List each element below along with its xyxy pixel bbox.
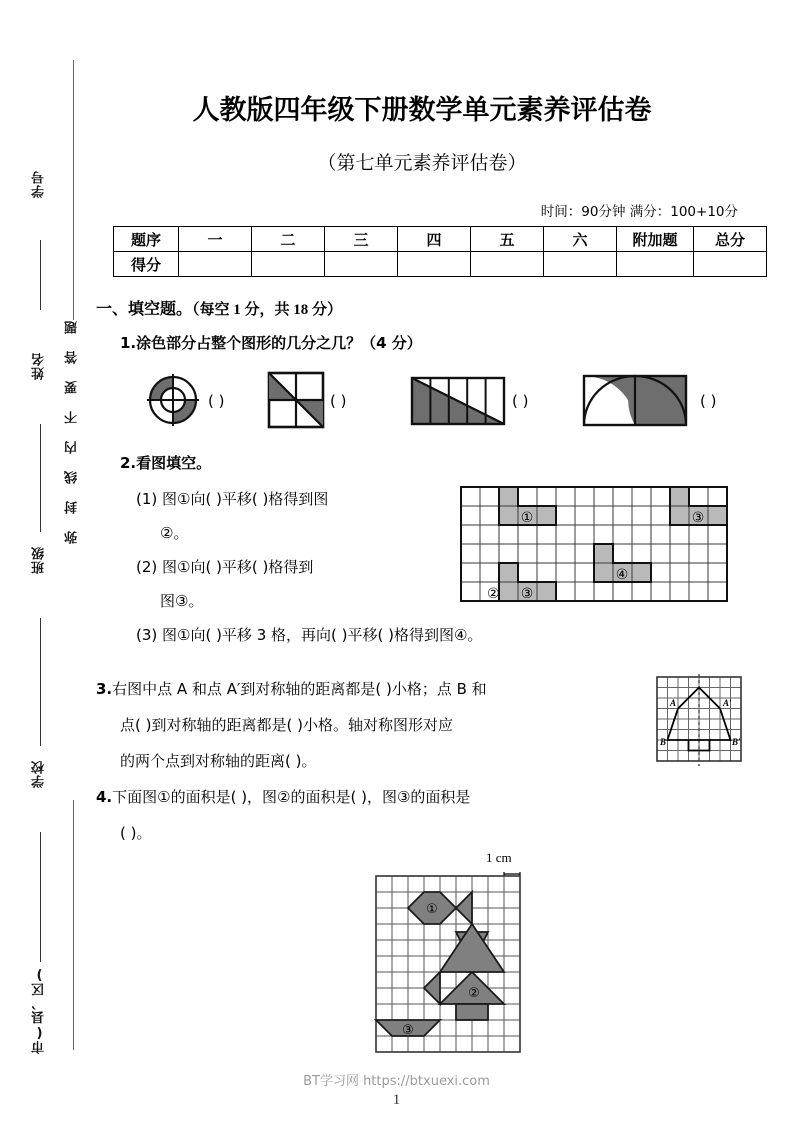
score-cell[interactable] bbox=[471, 252, 544, 277]
page-title: 人教版四年级下册数学单元素养评估卷 bbox=[192, 95, 652, 126]
question-4-line-2[interactable]: ( )。 bbox=[120, 824, 152, 842]
question-2-item-3[interactable]: (3) 图①向( )平移 3 格，再向( )平移( )格得到图④。 bbox=[136, 626, 483, 644]
seal-divider bbox=[40, 240, 41, 310]
section-heading-label: 一、填空题。 bbox=[96, 299, 193, 318]
svg-text:①: ① bbox=[520, 510, 534, 526]
score-row-label: 题序 bbox=[114, 227, 179, 252]
svg-text:A: A bbox=[669, 698, 676, 708]
svg-text:B: B bbox=[659, 737, 666, 747]
exam-meta: 时间：90分钟 满分：100+10分 bbox=[540, 204, 738, 220]
q4-scale-label: 1 cm bbox=[486, 850, 512, 865]
q1-figure-rect-semicircle bbox=[582, 374, 690, 428]
score-cell[interactable] bbox=[544, 252, 617, 277]
seal-divider bbox=[40, 618, 41, 746]
svg-text:③: ③ bbox=[520, 586, 534, 602]
score-col-5: 五 bbox=[471, 227, 544, 252]
seal-field-student-id: 学号 bbox=[32, 170, 47, 198]
seal-inner-text: 弥 封 线 内 不 要 答 题 bbox=[65, 320, 80, 544]
svg-text:A′: A′ bbox=[723, 698, 732, 708]
page-subtitle: （第七单元素养评估卷） bbox=[317, 152, 527, 174]
seal-field-school: 学校 bbox=[32, 760, 47, 788]
question-1-text bbox=[120, 332, 422, 353]
score-col-bonus: 附加题 bbox=[617, 227, 694, 252]
score-cell[interactable] bbox=[694, 252, 767, 277]
seal-line-area bbox=[0, 0, 92, 1122]
score-cell[interactable] bbox=[617, 252, 694, 277]
score-col-3: 三 bbox=[325, 227, 398, 252]
question-2-item-2[interactable]: (2) 图①向( )平移( )格得到 bbox=[136, 558, 314, 576]
question-2-item-1-cont: ②。 bbox=[160, 524, 189, 542]
footer-page-number: 1 bbox=[392, 1092, 401, 1108]
q1-answer-blank-2[interactable]: ( ) bbox=[330, 392, 347, 410]
question-2-body: 看图填空。 bbox=[136, 454, 212, 472]
score-col-4: 四 bbox=[398, 227, 471, 252]
seal-inner-column bbox=[56, 0, 90, 1122]
svg-text:①: ① bbox=[426, 902, 438, 917]
q1-figure-square-diagonal bbox=[267, 371, 325, 429]
question-3-line-2[interactable]: 点( )到对称轴的距离都是( )小格。轴对称图形对应 bbox=[120, 716, 453, 734]
table-row bbox=[114, 227, 767, 252]
svg-text:④: ④ bbox=[615, 567, 629, 583]
seal-field-city: 市(县、区) bbox=[32, 966, 47, 1054]
q2-shape-label-2: ② bbox=[487, 586, 500, 602]
question-4-body-1[interactable]: 下面图①的面积是( )，图②的面积是( )，图③的面积是 bbox=[112, 788, 471, 806]
question-4-number: 4. bbox=[96, 788, 113, 806]
seal-divider bbox=[40, 832, 41, 962]
score-table bbox=[113, 226, 767, 277]
q1-answer-blank-3[interactable]: ( ) bbox=[512, 392, 529, 410]
question-2-text bbox=[120, 452, 211, 473]
seal-inner-line-top bbox=[73, 60, 74, 320]
seal-inner-line-bottom bbox=[73, 800, 74, 1050]
q1-figure-annulus bbox=[140, 368, 206, 432]
seal-field-name: 姓名 bbox=[32, 352, 47, 380]
seal-divider bbox=[40, 424, 41, 532]
question-3-body-1[interactable]: 右图中点 A 和点 A′到对称轴的距离都是( )小格；点 B 和 bbox=[112, 680, 487, 698]
svg-text:②: ② bbox=[468, 986, 480, 1001]
footer-site: BT学习网 https://btxuexi.com bbox=[303, 1074, 490, 1089]
question-3-line-3[interactable]: 的两个点到对称轴的距离( )。 bbox=[120, 752, 317, 770]
svg-text:③: ③ bbox=[402, 1023, 414, 1038]
q3-symmetry-figure bbox=[654, 674, 746, 766]
score-col-2: 二 bbox=[252, 227, 325, 252]
section-heading-points: （每空 1 分，共 18 分） bbox=[192, 302, 343, 318]
score-col-1: 一 bbox=[179, 227, 252, 252]
question-3-number: 3. bbox=[96, 680, 113, 698]
question-2-item-1[interactable]: (1) 图①向( )平移( )格得到图 bbox=[136, 490, 329, 508]
question-4-line-1 bbox=[96, 786, 470, 807]
q1-answer-blank-1[interactable]: ( ) bbox=[208, 392, 225, 410]
score-cell[interactable] bbox=[325, 252, 398, 277]
q1-figure-strip-triangle bbox=[410, 376, 506, 426]
question-2-item-2-cont: 图③。 bbox=[160, 592, 204, 610]
q4-area-grid bbox=[374, 866, 534, 1056]
score-cell[interactable] bbox=[252, 252, 325, 277]
question-3-line-1 bbox=[96, 678, 487, 699]
question-1-number: 1. bbox=[120, 334, 137, 352]
question-1-body: 涂色部分占整个图形的几分之几？（4 分） bbox=[136, 334, 422, 352]
table-row bbox=[114, 252, 767, 277]
q1-answer-blank-4[interactable]: ( ) bbox=[700, 392, 717, 410]
score-cell[interactable] bbox=[179, 252, 252, 277]
score-col-6: 六 bbox=[544, 227, 617, 252]
score-col-total: 总分 bbox=[694, 227, 767, 252]
question-2-number: 2. bbox=[120, 454, 137, 472]
svg-text:B′: B′ bbox=[732, 737, 741, 747]
seal-outer-column bbox=[24, 0, 58, 1122]
q2-translation-grid bbox=[460, 486, 732, 606]
section-heading bbox=[96, 296, 342, 319]
score-cell[interactable] bbox=[398, 252, 471, 277]
score-row-label: 得分 bbox=[114, 252, 179, 277]
seal-field-class: 班级 bbox=[32, 546, 47, 574]
svg-text:③: ③ bbox=[691, 510, 705, 526]
